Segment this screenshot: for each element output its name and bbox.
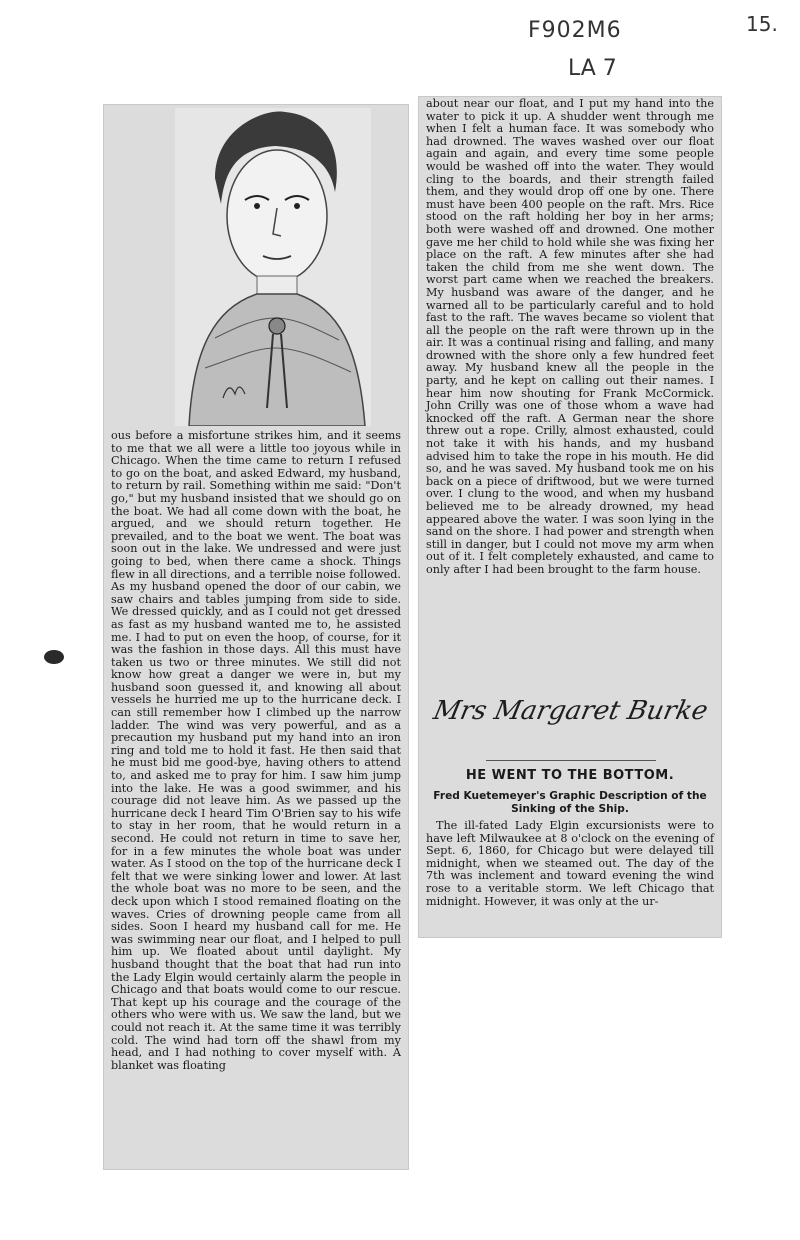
right-clipping	[418, 96, 722, 938]
left-clipping	[103, 104, 409, 1170]
signature: Mrs Margaret Burke	[430, 696, 711, 726]
right-article-text-bottom: The ill-fated Lady Elgin excursionists were to have left Milwaukee at 8 o'clock on the evening of Sept. 6, 1860, for Chicago but were delayed till midnight, when we steamed out. The day of the 7th was inclement and toward evening the wind rose to a veritable storm. We left Chicago that midnight. However, it was only at the ur-	[426, 819, 714, 908]
right-article-text-top: about near our float, and I put my hand into the water to pick it up. A shudder went through me when I felt a human face. It was somebody who had drowned. The waves washed over our float again and again, and every time some people would be washed off into the water. They would cling to the boards, and their strength failed them, and they would drop off one by one. There must have been 400 people on the raft. Mrs. Rice stood on the raft holding her boy in her arms; both were washed off and drowned. One mother gave me her child to hold while she was fixing her place on the raft. A few minutes after she had taken the child from me she went down. The worst part came when we reached the breakers. My husband was aware of the danger, and he warned all to be particularly careful and to hold fast to the raft. The waves became so violent that all the people on the raft were thrown up in the air. It was a continual rising and falling, and many drowned with the shore only a few hundred feet away. My husband knew all the people in the party, and he kept on calling out their names. I hear him now shouting for Frank McCormick. John Crilly was one of those whom a wave had knocked off the raft. A German near the shore threw out a rope. Crilly, almost exhausted, could not take it with his hands, and my husband advised him to take the rope in his mouth. He did so, and he was saved. My husband took me on his back on a piece of driftwood, but we were turned over. I clung to the wood, and when my husband believed me to be already drowned, my head appeared above the water. I was soon lying in the sand on the shore. I had power and strength when still in danger, but I could not move my arm when out of it. I felt completely exhausted, and came to only after I had been brought to the farm house.	[426, 97, 714, 576]
ink-blot	[44, 650, 64, 664]
section-subhead: Fred Kuetemeyer's Graphic Description of the Sinking of the Ship.	[433, 790, 707, 815]
left-article-text: ous before a misfortune strikes him, and it seems to me that we all were a little too joyous while in Chicago. When the time came to return I refused to go on the boat, and asked Edward, my husband, to return by rail. Something within me said: "Don't go," but my husband insisted that we should go on the boat. We had all come down with the boat, he argued, and we should return together. He prevailed, and to the boat we went. The boat was soon out in the lake. We undressed and were just going to bed, when there came a shock. Things flew in all directions, and a terrible noise followed. As my husband opened the door of our cabin, we saw chairs and tables jumping from side to side. We dressed quickly, and as I could not get dressed as fast as my husband wanted me to, he assisted me. I had to put on even the hoop, of course, for it was the fashion in those days. All this must have taken us two or three minutes. We still did not know how great a danger we were in, but my husband soon guessed it, and knowing all about vessels he hurried me up to the hurricane deck. I can still remember how I climbed up the narrow ladder. The wind was very powerful, and as a precaution my husband put my hand into an iron ring and told me to hold it fast. He then said that he must bid me good-bye, having others to attend to, and asked me to pray for him. I saw him jump into the lake. He was a good swimmer, and his courage did not leave him. As we passed up the hurricane deck I heard Tim O'Brien say to his wife to stay in her room, that he would return in a second. He could not return in time to save her, for in a few minutes the whole boat was under water. As I stood on the top of the hurricane deck I felt that we were sinking lower and lower. At last the whole boat was no more to be seen, and the deck upon which I stood remained floating on the waves. Cries of drowning people came from all sides. Soon I heard my husband call for me. He was swimming near our float, and I helped to pull him up. We floated about until daylight. My husband thought that the boat that had run into the Lady Elgin would certainly alarm the people in Chicago and that boats would come to our rescue. That kept up his courage and the courage of the others who were with us. We saw the land, but we could not reach it. At the same time it was terribly cold. The wind had torn off the shawl from my head, and I had nothing to cover myself with. A blanket was floating	[111, 429, 401, 1072]
catalog-annotation: F902M6	[528, 18, 622, 43]
page-number-annotation: 15.	[746, 12, 778, 36]
section-divider	[486, 760, 656, 761]
portrait-illustration	[175, 108, 371, 426]
section-headline: HE WENT TO THE BOTTOM.	[465, 768, 675, 783]
sub-annotation: LA 7	[568, 56, 617, 81]
